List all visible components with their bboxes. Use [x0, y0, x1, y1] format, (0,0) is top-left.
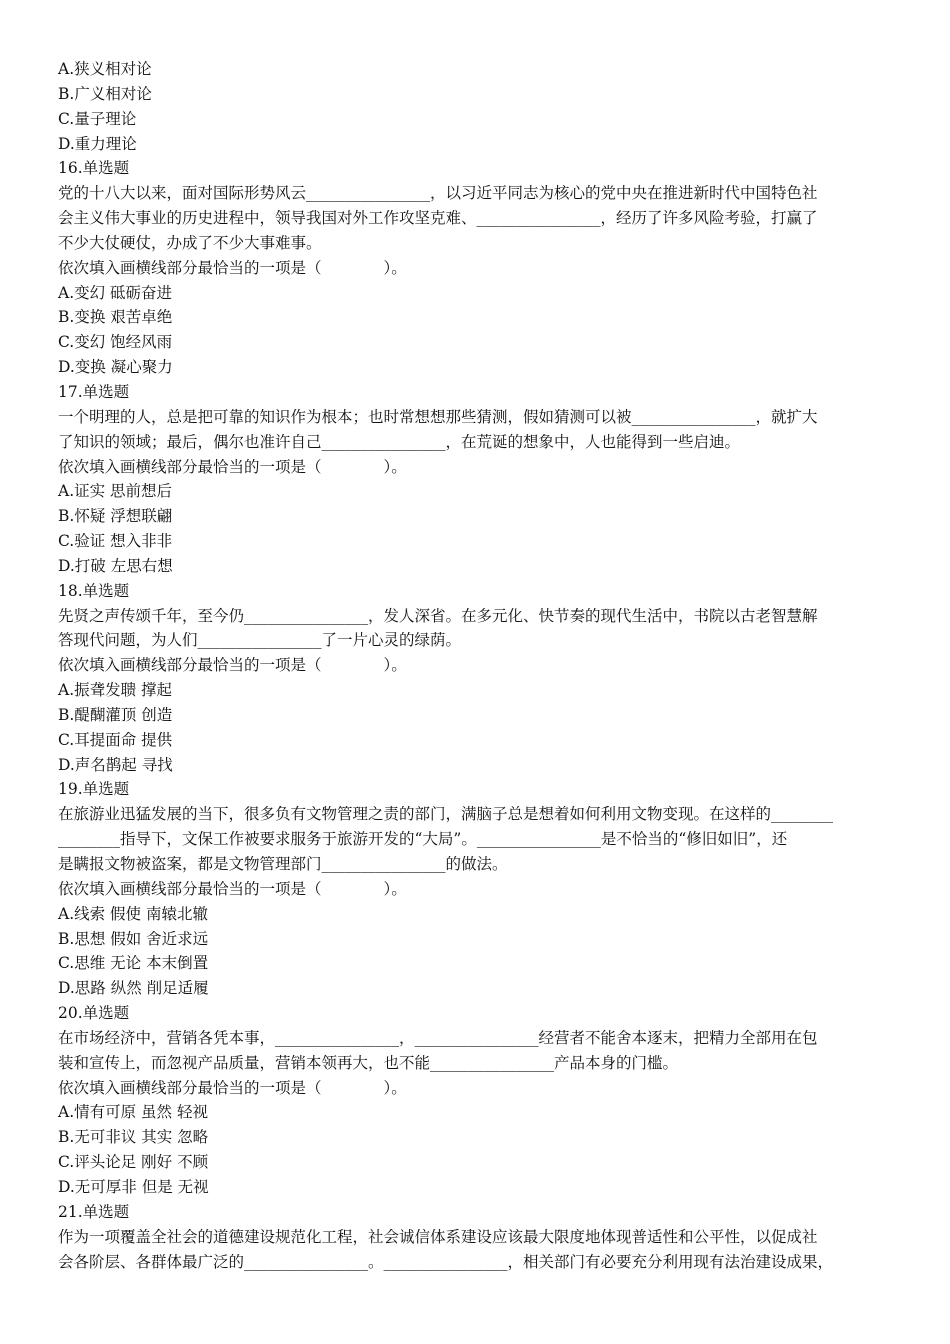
option-b[interactable]: B.无可非议 其实 忽略 — [58, 1128, 209, 1147]
question-prompt: 依次填入画横线部分最恰当的一项是（ ）。 — [58, 457, 407, 476]
question-stem-line: 党的十八大以来，面对国际形势风云________________，以习近平同志为核心的党中央在推进新时代中国特色社 — [58, 184, 818, 203]
option-b[interactable]: B.思想 假如 舍近求远 — [58, 929, 209, 948]
question-16 — [58, 156, 898, 380]
question-18 — [58, 579, 898, 778]
question-stem-line: 在市场经济中，营销各凭本事，________________，________________经营者不能舍本逐末，把精力全部用在包 — [58, 1028, 818, 1047]
question-stem-line: 答现代问题，为人们________________了一片心灵的绿荫。 — [58, 631, 462, 650]
option-d[interactable]: D.思路 纵然 削足适履 — [58, 979, 209, 998]
option-a[interactable]: A.证实 思前想后 — [58, 482, 173, 501]
question-stem-line: 装和宣传上，而忽视产品质量，营销本领再大，也不能________________产品本身的门槛。 — [58, 1053, 679, 1072]
option-a[interactable]: A.变幻 砥砺奋进 — [58, 283, 173, 302]
option-a[interactable]: A.狭义相对论 — [58, 60, 152, 78]
question-17 — [58, 380, 898, 579]
option-b[interactable]: B.怀疑 浮想联翩 — [58, 507, 173, 526]
option-b[interactable]: B.醍醐灌顶 创造 — [58, 705, 173, 724]
question-header: 17.单选题 — [58, 382, 130, 401]
question-stem-line: 是瞒报文物被盗案，都是文物管理部门________________的做法。 — [58, 855, 508, 873]
option-c[interactable]: C.评头论足 刚好 不顾 — [58, 1153, 209, 1172]
question-stem-line: ________指导下，文保工作被要求服务于旅游开发的“大局”。________________是不恰当的“修旧如旧”，还 — [58, 830, 788, 849]
option-d[interactable]: D.变换 凝心聚力 — [58, 358, 173, 377]
option-d[interactable]: D.声名鹊起 寻找 — [58, 755, 173, 774]
option-c[interactable]: C.量子理论 — [58, 109, 137, 128]
question-stem-line: 先贤之声传颂千年，至今仍________________，发人深省。在多元化、快节奏的现代生活中，书院以古老智慧解 — [58, 606, 818, 625]
option-b[interactable]: B.变换 艰苦卓绝 — [58, 308, 173, 327]
document-page — [58, 57, 898, 1274]
question-header: 20.单选题 — [58, 1004, 130, 1023]
question-stem-line: 在旅游业迅猛发展的当下，很多负有文物管理之责的部门，满脑子总是想着如何利用文物变现。在这样的________ — [58, 805, 834, 824]
question-stem-line: 会主义伟大事业的历史进程中，领导我国对外工作攻坚克难、________________，经历了许多风险考验，打赢了 — [58, 209, 818, 228]
question-header: 18.单选题 — [58, 581, 130, 600]
option-c[interactable]: C.变幻 饱经风雨 — [58, 333, 173, 352]
question-stem-line: 会各阶层、各群体最广泛的________________。________________，相关部门有必要充分利用现有法治建设成果， — [58, 1252, 834, 1271]
question-prompt: 依次填入画横线部分最恰当的一项是（ ）。 — [58, 656, 407, 675]
option-d[interactable]: D.无可厚非 但是 无视 — [58, 1177, 209, 1196]
option-a[interactable]: A.振聋发聩 撑起 — [58, 681, 173, 700]
question-header: 21.单选题 — [58, 1202, 130, 1221]
intro-options — [58, 57, 898, 156]
question-header: 16.单选题 — [58, 159, 130, 178]
question-prompt: 依次填入画横线部分最恰当的一项是（ ）。 — [58, 258, 407, 277]
option-a[interactable]: A.线索 假使 南辕北辙 — [58, 904, 208, 923]
option-c[interactable]: C.验证 想入非非 — [58, 532, 173, 551]
option-d[interactable]: D.重力理论 — [58, 134, 137, 153]
option-d[interactable]: D.打破 左思右想 — [58, 556, 173, 575]
question-21 — [58, 1200, 898, 1275]
question-prompt: 依次填入画横线部分最恰当的一项是（ ）。 — [58, 1078, 407, 1097]
question-20 — [58, 1001, 898, 1200]
option-c[interactable]: C.耳提面命 提供 — [58, 730, 173, 749]
question-prompt: 依次填入画横线部分最恰当的一项是（ ）。 — [58, 879, 407, 898]
question-19 — [58, 777, 898, 1001]
option-a[interactable]: A.情有可原 虽然 轻视 — [58, 1103, 208, 1122]
question-stem-line: 作为一项覆盖全社会的道德建设规范化工程，社会诚信体系建设应该最大限度地体现普适性和公平性，以促成社 — [58, 1227, 818, 1246]
question-stem-line: 不少大仗硬仗，办成了不少大事难事。 — [58, 233, 322, 252]
question-stem-line: 一个明理的人，总是把可靠的知识作为根本；也时常想想那些猜测，假如猜测可以被________________，就扩大 — [58, 407, 818, 426]
option-b[interactable]: B.广义相对论 — [58, 84, 152, 103]
question-header: 19.单选题 — [58, 780, 130, 799]
question-stem-line: 了知识的领域；最后，偶尔也准许自己________________，在荒诞的想象中，人也能得到一些启迪。 — [58, 432, 741, 451]
option-c[interactable]: C.思维 无论 本末倒置 — [58, 954, 209, 973]
